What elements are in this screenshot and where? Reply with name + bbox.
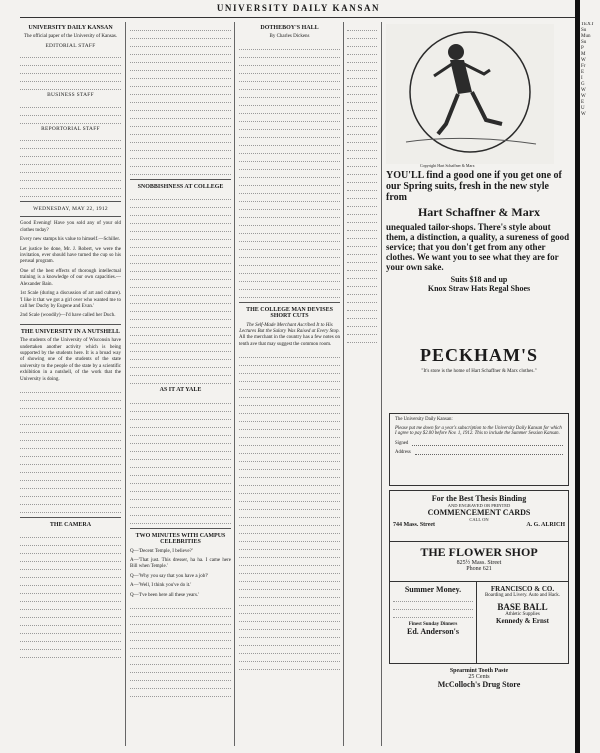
peckham-name: PECKHAM'S [419,345,538,365]
column-rule [381,22,382,746]
nutshell-text: The students of the University of Wisconsin have undertaken another activity which is being supported by the students here. It is a broad way of showing one of the students of the state university to the people of the state by a scientific exhibition in a nutshell, of the work that the University is doing. [20,338,121,382]
paper-subtitle: The official paper of the University of Kansas. [23,34,118,40]
thesis-sub: AND ENGRAVED OR PRINTED [447,503,511,508]
snobbishness-heading: SNOBBISHNESS AT COLLEGE [137,184,224,190]
short-cuts-text: All the merchant in the country has a few notes on tenth ave that may suggest the common room. [239,335,340,347]
call-on: CALL ON [469,517,489,522]
paper-title: UNIVERSITY DAILY KANSAN [28,25,113,31]
kennedy-name: Kennedy & Ernst [496,617,549,625]
flower-address: 825½ Mass. Street [456,560,502,566]
subscription-form [389,413,569,486]
summer-title: Summer Money. [404,585,462,594]
hsm-advertisement [386,170,572,340]
hsm-tagline: Knox Straw Hats Regal Shoes [427,284,531,293]
baseball-sub: Athletic Supplies [505,612,540,617]
francisco-name: FRANCISCO & CO. [490,585,555,593]
commencement-title: COMMENCEMENT CARDS [427,508,531,517]
alrich-row [393,522,565,528]
camera-heading: THE CAMERA [49,521,92,528]
address-row [395,450,563,455]
interview-line: A—'That just. This dresser, ha ha. I came here Bill when Temple.' [130,558,231,570]
masthead: UNIVERSITY DAILY KANSAN [20,3,577,18]
classified-ads [389,490,569,689]
nutshell-heading: THE UNIVERSITY IN A NUTSHELL [20,328,121,335]
column-rule [125,22,126,746]
interview-line: Q—'Decent Temple, I believe?' [130,548,193,554]
dotheboys-heading: DOTHEBOY'S HALL [260,25,319,31]
column-rule [234,22,235,746]
summer-money-ad [389,582,477,664]
column-4 [347,22,377,742]
interview-line: Q—'I've been here all these years.' [130,592,200,598]
form-addressee: The University Daily Kansan: [395,417,453,422]
thesis-title: For the Best Thesis Binding [431,494,527,503]
toothpaste-ad [389,668,569,689]
signed-row [395,441,563,446]
editorial-line: Let justice be done, Mr. J. Robert, we were the invitation, ever should have turned the cup so his perusal program. [20,246,121,265]
hsm-price: Suits $18 and up [450,275,508,284]
page-gutter [575,0,580,753]
editorial-line: Good Evening! Have you sold any of your old clothes today? [20,221,121,233]
short-cuts-heading: THE COLLEGE MAN DEVISES SHORT CUTS [246,306,333,320]
yale-heading: AS IT AT YALE [159,387,202,394]
column-1 [20,22,121,742]
short-cuts-subheading: The Self-Made Merchant Ascribed It to His Lectures But the Salary Was Raised at Every Stop. [239,322,340,335]
flower-ad [389,542,569,582]
editorial-staff-heading: EDITORIAL STAFF [45,42,96,49]
byline: By Charles Dickens [269,34,310,40]
runner-illustration [386,24,554,164]
dinner-title: Finest Sunday Dinners [408,622,458,627]
signed-label: Signed [395,441,409,446]
form-body: Please put me down for a year's subscription to the University Daily Kansan for which I agree to pay $2.00 before Nov. 1, 1912. This to include the Summer Session Kansan. [395,426,562,436]
business-staff-heading: BUSINESS STAFF [47,92,94,99]
thesis-ad [389,490,569,542]
address-field[interactable] [415,450,563,455]
editorial-line: One of the best effects of thorough intellectual training is a knowledge of our own capacities.—Alexander Bain. [20,268,121,287]
illustration-caption: Copyright Hart Schaffner & Marx [420,163,475,168]
spearmint-title: Spearmint Tooth Paste [449,668,509,674]
interview-line: A—'Well, I think you've do it.' [130,583,192,589]
toothpaste-price: 25 Cents [468,674,490,680]
flower-title: THE FLOWER SHOP [420,545,538,559]
editorial-line: Every new stamps his value to himself.—Schiller. [20,237,120,243]
francisco-sub: Boarding and Livery. Auto and Hack. [484,593,561,598]
peckham-ad [386,345,572,374]
bottom-ads [389,582,569,664]
hsm-headline: YOU'LL find a good one if you get one of our Spring suits, fresh in the new style from [386,170,562,203]
column-2 [130,22,231,742]
alrich-address: 744 Mass. Street [393,522,436,528]
interview-line: Q—'Why you say that you have a job?' [130,573,209,579]
flower-phone: Phone 621 [466,566,492,572]
address-label: Address [395,450,411,455]
issue-date: WEDNESDAY, MAY 22, 1912 [33,206,108,213]
baseball-title: BASE BALL [497,602,548,612]
editorial-line: 1st Scale (during a discussion of art and culture). 'I like it that we got a girl over who wanted me to call her Duchy by Eugene and Evan.' [20,291,121,309]
hsm-brand: Hart Schaffner & Marx [417,205,541,219]
peckham-sub: "It's store is the home of Hart Schaffner & Marx clothes." [421,369,537,374]
column-3 [239,22,340,742]
francisco-ad [477,582,569,664]
reportorial-staff-heading: REPORTORIAL STAFF [41,125,100,132]
column-rule [343,22,344,746]
alrich-name: A. G. ALRICH [526,522,565,528]
mccolloch-name: McColloch's Drug Store [437,680,521,689]
hsm-body: unequaled tailor-shops. There's style about them, a distinction, a quality, a sureness of good service; that you don't get from any other clothes. We want you to see what they are for your own sake. [386,222,570,272]
editorial-line: 2nd Scale (woodily)—I'd have called her Duch. [20,313,116,319]
signed-field[interactable] [412,441,563,446]
anderson-name: Ed. Anderson's [406,627,460,636]
campus-celebrities-heading: TWO MINUTES WITH CAMPUS CELEBRITIES [135,532,226,546]
adjacent-page-clip: TEXT Su Mun Su P M W Fr E I G W W E U W [581,22,594,117]
